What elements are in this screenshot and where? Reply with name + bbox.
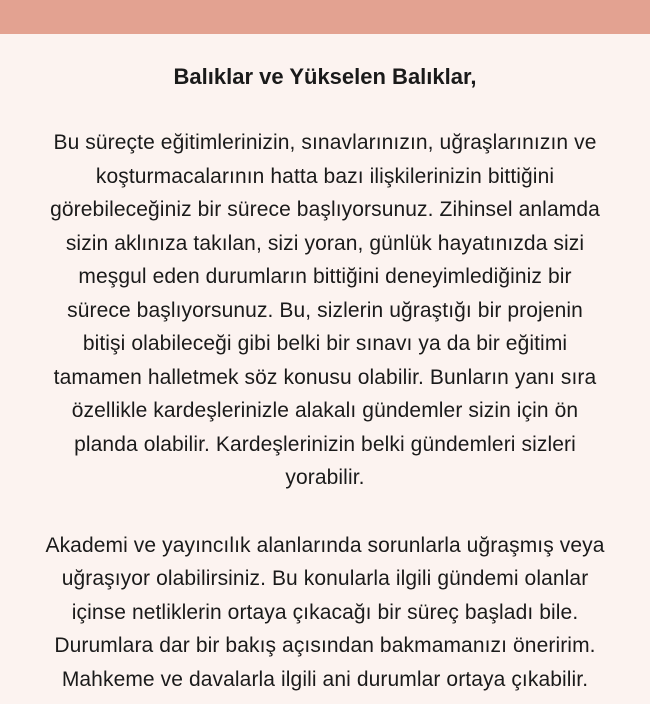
header-bar [0,0,650,34]
paragraph-line: özellikle kardeşlerinizle alakalı gündemler sizin için ön [71,399,579,422]
paragraph-line: sürece başlıyorsunuz. Bu, sizlerin uğraştığı bir projenin [67,298,583,322]
paragraph-1 [0,126,650,495]
page-title: Balıklar ve Yükselen Balıklar, [173,64,477,89]
paragraph-line: Durumlara dar bir bakış açısından bakmamanızı öneririm. [54,634,596,657]
paragraph-line: Bu süreçte eğitimlerinizin, sınavlarınızın, uğraşlarınızın ve [53,131,597,154]
paragraph-line: planda olabilir. Kardeşlerinizin belki gündemleri sizleri [74,432,576,456]
paragraph-line: koşturmacalarının hatta bazı ilişkilerinizin bittiğini [95,164,555,188]
paragraph-line: sizin aklınıza takılan, sizi yoran, günlük hayatınızda sizi [65,231,585,255]
paragraph-line: yorabilir. [285,466,365,489]
paragraph-line: meşgul eden durumların bittiğini deneyimlediğiniz bir [78,265,572,288]
paragraph-line: tamamen halletmek söz konusu olabilir. Bunların yanı sıra [53,365,597,389]
paragraph-line: uğraşıyor olabilirsiniz. Bu konularla ilgili gündemi olanlar [61,567,589,590]
paragraph-line: içinse netliklerin ortaya çıkacağı bir süreç başladı bile. [71,600,579,624]
paragraph-line: bitişi olabileceği gibi belki bir sınavı ya da bir eğitimi [82,332,568,355]
paragraph-line: Akademi ve yayıncılık alanlarında sorunlarla uğraşmış veya [45,533,605,557]
paragraph-line: görebileceğiniz bir sürece başlıyorsunuz. Zihinsel anlamda [50,198,600,221]
paragraph-2 [0,529,650,697]
paragraph-line: Mahkeme ve davalarla ilgili ani durumlar ortaya çıkabilir. [61,667,589,691]
